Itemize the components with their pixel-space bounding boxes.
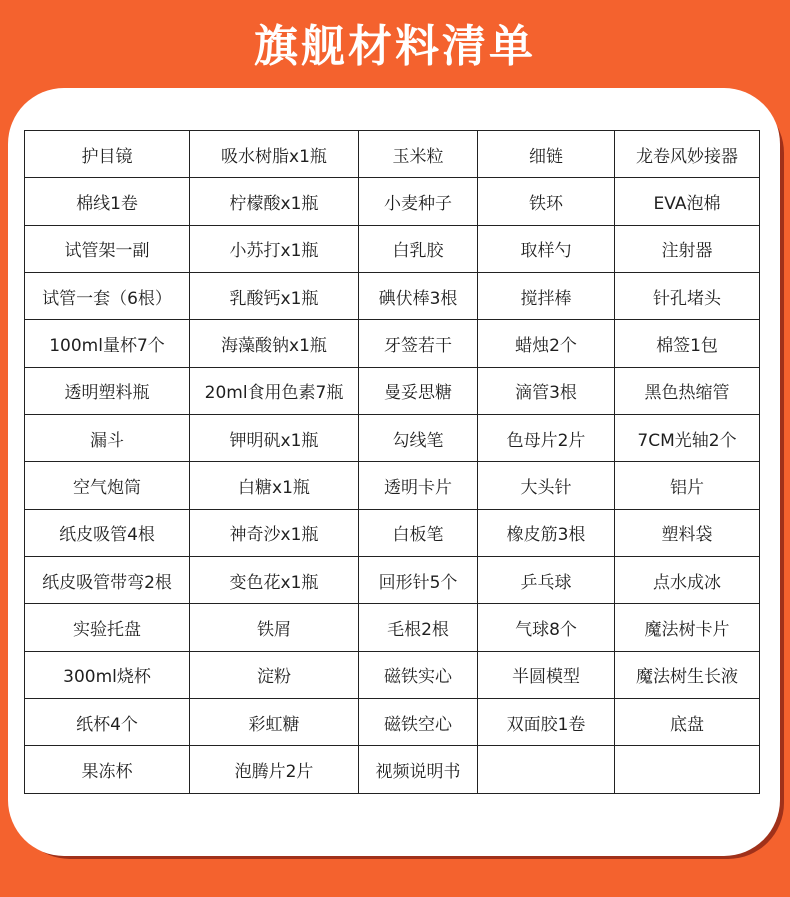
table-row: [25, 178, 760, 225]
material-cell: 空气炮筒: [25, 462, 190, 509]
material-cell: 白糖x1瓶: [190, 462, 359, 509]
table-row: [25, 651, 760, 698]
material-cell: 乒乓球: [478, 557, 615, 604]
material-cell: 20ml食用色素7瓶: [190, 367, 359, 414]
material-cell: 神奇沙x1瓶: [190, 509, 359, 556]
table-row: [25, 273, 760, 320]
material-cell: 取样勺: [478, 225, 615, 272]
table-row: [25, 320, 760, 367]
material-cell: 曼妥思糖: [359, 367, 478, 414]
material-cell: 气球8个: [478, 604, 615, 651]
material-cell: 细链: [478, 131, 615, 178]
material-cell: 回形针5个: [359, 557, 478, 604]
empty-cell: [615, 746, 760, 794]
material-cell: 磁铁实心: [359, 651, 478, 698]
material-cell: 护目镜: [25, 131, 190, 178]
material-cell: 橡皮筋3根: [478, 509, 615, 556]
material-cell: 毛根2根: [359, 604, 478, 651]
material-cell: 棉线1卷: [25, 178, 190, 225]
material-cell: 变色花x1瓶: [190, 557, 359, 604]
material-cell: 果冻杯: [25, 746, 190, 794]
materials-table-body: [25, 131, 760, 794]
material-cell: 白板笔: [359, 509, 478, 556]
page-title: 旗舰材料清单: [254, 21, 536, 72]
material-cell: 试管架一副: [25, 225, 190, 272]
material-cell: 视频说明书: [359, 746, 478, 794]
material-cell: 色母片2片: [478, 415, 615, 462]
material-cell: 透明卡片: [359, 462, 478, 509]
material-cell: 底盘: [615, 699, 760, 746]
material-cell: 大头针: [478, 462, 615, 509]
table-row: [25, 415, 760, 462]
material-cell: 棉签1包: [615, 320, 760, 367]
material-cell: 纸皮吸管4根: [25, 509, 190, 556]
table-row: [25, 557, 760, 604]
material-cell: 纸杯4个: [25, 699, 190, 746]
material-cell: 试管一套（6根）: [25, 273, 190, 320]
empty-cell: [478, 746, 615, 794]
table-row: [25, 509, 760, 556]
table-row: [25, 699, 760, 746]
material-cell: 柠檬酸x1瓶: [190, 178, 359, 225]
material-cell: 淀粉: [190, 651, 359, 698]
material-cell: 小麦种子: [359, 178, 478, 225]
material-cell: 牙签若干: [359, 320, 478, 367]
material-cell: 透明塑料瓶: [25, 367, 190, 414]
material-cell: 注射器: [615, 225, 760, 272]
material-cell: 碘伏棒3根: [359, 273, 478, 320]
material-cell: 漏斗: [25, 415, 190, 462]
table-row: [25, 746, 760, 794]
material-cell: 魔法树卡片: [615, 604, 760, 651]
material-cell: 玉米粒: [359, 131, 478, 178]
material-cell: EVA泡棉: [615, 178, 760, 225]
material-cell: 滴管3根: [478, 367, 615, 414]
material-cell: 塑料袋: [615, 509, 760, 556]
material-cell: 白乳胶: [359, 225, 478, 272]
material-cell: 吸水树脂x1瓶: [190, 131, 359, 178]
material-cell: 铁环: [478, 178, 615, 225]
material-cell: 针孔堵头: [615, 273, 760, 320]
material-cell: 乳酸钙x1瓶: [190, 273, 359, 320]
material-cell: 双面胶1卷: [478, 699, 615, 746]
material-cell: 彩虹糖: [190, 699, 359, 746]
material-cell: 勾线笔: [359, 415, 478, 462]
material-cell: 300ml烧杯: [25, 651, 190, 698]
material-cell: 实验托盘: [25, 604, 190, 651]
material-cell: 铁屑: [190, 604, 359, 651]
material-cell: 纸皮吸管带弯2根: [25, 557, 190, 604]
material-cell: 龙卷风妙接器: [615, 131, 760, 178]
material-cell: 钾明矾x1瓶: [190, 415, 359, 462]
table-row: [25, 367, 760, 414]
material-cell: 100ml量杯7个: [25, 320, 190, 367]
material-cell: 魔法树生长液: [615, 651, 760, 698]
material-cell: 点水成冰: [615, 557, 760, 604]
material-cell: 7CM光轴2个: [615, 415, 760, 462]
table-row: [25, 131, 760, 178]
material-cell: 海藻酸钠x1瓶: [190, 320, 359, 367]
material-cell: 泡腾片2片: [190, 746, 359, 794]
table-row: [25, 225, 760, 272]
materials-table: [24, 130, 760, 794]
material-cell: 磁铁空心: [359, 699, 478, 746]
table-row: [25, 462, 760, 509]
material-cell: 搅拌棒: [478, 273, 615, 320]
table-row: [25, 604, 760, 651]
material-cell: 小苏打x1瓶: [190, 225, 359, 272]
material-cell: 半圆模型: [478, 651, 615, 698]
material-cell: 蜡烛2个: [478, 320, 615, 367]
material-cell: 铝片: [615, 462, 760, 509]
material-cell: 黑色热缩管: [615, 367, 760, 414]
